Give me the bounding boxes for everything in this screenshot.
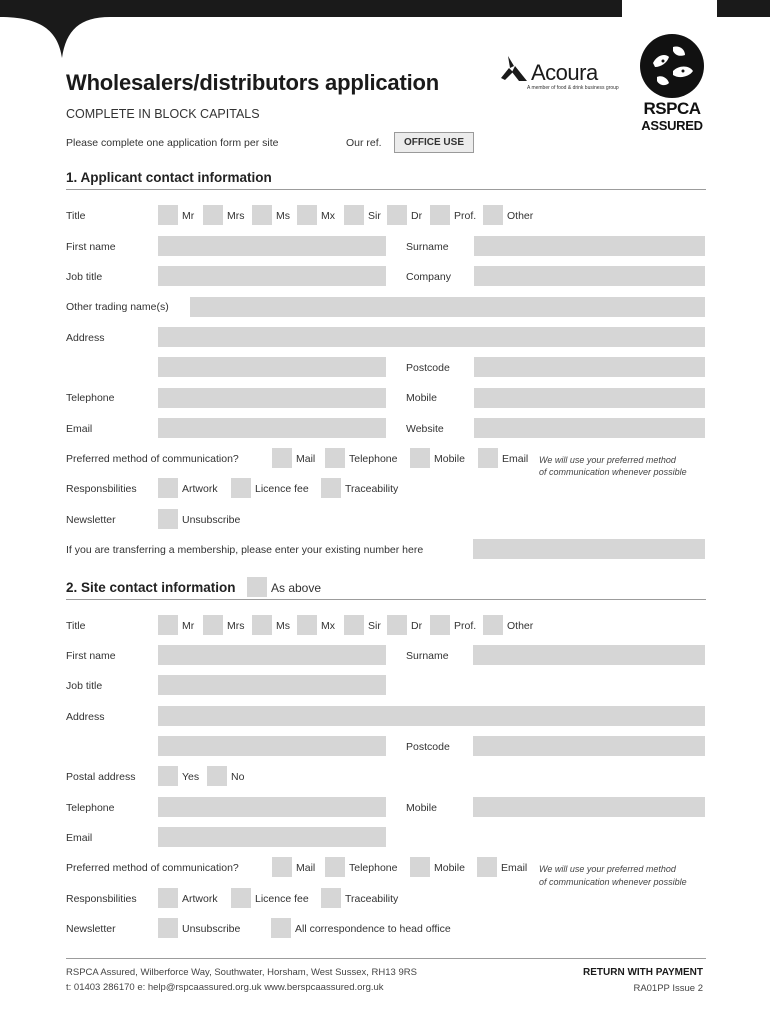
page-title: Wholesalers/distributors application <box>66 70 439 95</box>
s1-other-trading-label: Other trading name(s) <box>66 301 169 313</box>
s2-preferred-label: Preferred method of communication? <box>66 862 239 874</box>
s1-title-other-label: Other <box>507 210 534 222</box>
s2-title-other-label: Other <box>507 620 534 632</box>
s1-telephone-field[interactable] <box>158 388 386 408</box>
s2-pref-telephone-checkbox[interactable] <box>325 857 345 877</box>
s1-surname-field[interactable] <box>474 236 705 256</box>
s1-resp-artwork-label: Artwork <box>182 483 218 495</box>
s2-title-sir-checkbox[interactable] <box>344 615 364 635</box>
s1-email-label: Email <box>66 423 93 435</box>
s1-preferred-label: Preferred method of communication? <box>66 453 239 465</box>
s1-company-field[interactable] <box>474 266 705 286</box>
s1-transfer-label: If you are transferring a membership, please enter your existing number here <box>66 544 424 556</box>
s1-title-mrs-label: Mrs <box>227 210 245 222</box>
s1-resp-licence-checkbox[interactable] <box>231 478 251 498</box>
s1-title-mrs-checkbox[interactable] <box>203 205 223 225</box>
s1-newsletter-label: Newsletter <box>66 514 116 526</box>
s1-pref-telephone-label: Telephone <box>349 453 398 465</box>
s1-title-mx-label: Mx <box>321 210 335 222</box>
s2-preferred-note-2: of communication whenever possible <box>539 877 687 887</box>
s2-postal-yes-label: Yes <box>182 771 200 783</box>
s1-pref-mail-checkbox[interactable] <box>272 448 292 468</box>
s1-title-label: Title <box>66 210 86 222</box>
s1-preferred-note-2: of communication whenever possible <box>539 467 687 477</box>
s1-email-field[interactable] <box>158 418 386 438</box>
s1-title-mx-checkbox[interactable] <box>297 205 317 225</box>
s2-title-label: Title <box>66 620 86 632</box>
footer-rule <box>66 958 706 959</box>
s2-postal-no-label: No <box>231 771 245 783</box>
s1-pref-email-checkbox[interactable] <box>478 448 498 468</box>
s1-title-sir-label: Sir <box>368 210 381 222</box>
section2-heading: 2. Site contact information <box>66 580 236 595</box>
s2-title-ms-label: Ms <box>276 620 290 632</box>
s2-mobile-field[interactable] <box>473 797 705 817</box>
s2-telephone-field[interactable] <box>158 797 386 817</box>
s2-head-office-checkbox[interactable] <box>271 918 291 938</box>
s1-unsubscribe-checkbox[interactable] <box>158 509 178 529</box>
s2-address-field-1[interactable] <box>158 706 705 726</box>
instruction-text: Please complete one application form per site <box>66 137 279 149</box>
s1-first-name-field[interactable] <box>158 236 386 256</box>
s1-address-field-1[interactable] <box>158 327 705 347</box>
s2-postal-label: Postal address <box>66 771 136 783</box>
s2-title-mr-checkbox[interactable] <box>158 615 178 635</box>
s2-as-above-checkbox[interactable] <box>247 577 267 597</box>
s1-pref-mobile-label: Mobile <box>434 453 465 465</box>
s2-title-other-checkbox[interactable] <box>483 615 503 635</box>
s2-pref-mobile-checkbox[interactable] <box>410 857 430 877</box>
s2-surname-label: Surname <box>406 650 449 662</box>
s2-title-dr-label: Dr <box>411 620 423 632</box>
s2-resp-artwork-checkbox[interactable] <box>158 888 178 908</box>
s2-address-field-2[interactable] <box>158 736 386 756</box>
rspca-logo-assured: ASSURED <box>641 118 703 133</box>
s2-email-field[interactable] <box>158 827 386 847</box>
s2-telephone-label: Telephone <box>66 802 115 814</box>
s1-unsubscribe-label: Unsubscribe <box>182 514 241 526</box>
s1-title-ms-label: Ms <box>276 210 290 222</box>
s2-responsibilities-label: Responsbilities <box>66 893 137 905</box>
office-use-box: OFFICE USE <box>394 132 474 153</box>
s2-postal-no-checkbox[interactable] <box>207 766 227 786</box>
s1-title-mr-checkbox[interactable] <box>158 205 178 225</box>
s1-title-dr-label: Dr <box>411 210 423 222</box>
s2-head-office-label: All correspondence to head office <box>295 923 451 935</box>
s1-pref-mail-label: Mail <box>296 453 316 465</box>
return-with-payment: RETURN WITH PAYMENT <box>583 967 703 978</box>
s2-resp-artwork-label: Artwork <box>182 893 218 905</box>
s1-title-ms-checkbox[interactable] <box>252 205 272 225</box>
s2-title-mrs-label: Mrs <box>227 620 245 632</box>
section1-rule <box>66 189 706 190</box>
s1-pref-mobile-checkbox[interactable] <box>410 448 430 468</box>
our-ref-label: Our ref. <box>346 137 382 149</box>
s1-address-field-2[interactable] <box>158 357 386 377</box>
s2-first-name-field[interactable] <box>158 645 386 665</box>
s1-resp-traceability-checkbox[interactable] <box>321 478 341 498</box>
s2-pref-email-checkbox[interactable] <box>477 857 497 877</box>
s1-website-field[interactable] <box>474 418 705 438</box>
s2-resp-traceability-checkbox[interactable] <box>321 888 341 908</box>
block-capitals-note: COMPLETE IN BLOCK CAPITALS <box>66 107 260 121</box>
s2-title-mx-label: Mx <box>321 620 335 632</box>
s1-surname-label: Surname <box>406 241 449 253</box>
s2-pref-mobile-label: Mobile <box>434 862 465 874</box>
s2-pref-mail-label: Mail <box>296 862 316 874</box>
acoura-tagline: A member of food & drink business group <box>527 85 619 91</box>
s1-pref-email-label: Email <box>502 453 529 465</box>
s2-job-title-label: Job title <box>66 680 103 692</box>
s1-title-mr-label: Mr <box>182 210 195 222</box>
s2-email-label: Email <box>66 832 93 844</box>
s2-resp-traceability-label: Traceability <box>345 893 399 905</box>
acoura-logo-text: Acoura <box>531 60 598 85</box>
s1-preferred-note-1: We will use your preferred method <box>539 455 676 465</box>
s2-title-prof-label: Prof. <box>454 620 477 632</box>
s1-title-sir-checkbox[interactable] <box>344 205 364 225</box>
s2-postal-yes-checkbox[interactable] <box>158 766 178 786</box>
s1-title-other-checkbox[interactable] <box>483 205 503 225</box>
s1-resp-licence-label: Licence fee <box>255 483 309 495</box>
s1-title-dr-checkbox[interactable] <box>387 205 407 225</box>
s2-resp-licence-label: Licence fee <box>255 893 309 905</box>
s1-mobile-field[interactable] <box>474 388 705 408</box>
s2-newsletter-label: Newsletter <box>66 923 116 935</box>
s1-job-title-field[interactable] <box>158 266 386 286</box>
s2-postcode-field[interactable] <box>473 736 705 756</box>
s1-title-prof-checkbox[interactable] <box>430 205 450 225</box>
section2-rule <box>66 599 706 600</box>
s1-job-title-label: Job title <box>66 271 103 283</box>
s1-telephone-label: Telephone <box>66 392 115 404</box>
rspca-logo-text: RSPCA <box>643 99 701 118</box>
acoura-logo-icon <box>499 54 529 84</box>
s2-title-dr-checkbox[interactable] <box>387 615 407 635</box>
s2-postcode-label: Postcode <box>406 741 450 753</box>
s2-job-title-field[interactable] <box>158 675 386 695</box>
s2-title-mrs-checkbox[interactable] <box>203 615 223 635</box>
s2-title-ms-checkbox[interactable] <box>252 615 272 635</box>
s2-title-mr-label: Mr <box>182 620 195 632</box>
s1-postcode-label: Postcode <box>406 362 450 374</box>
s1-resp-artwork-checkbox[interactable] <box>158 478 178 498</box>
s1-address-label: Address <box>66 332 105 344</box>
s1-first-name-label: First name <box>66 241 116 253</box>
s1-company-label: Company <box>406 271 451 283</box>
rspca-logo-icon <box>639 33 705 99</box>
s2-first-name-label: First name <box>66 650 116 662</box>
s1-website-label: Website <box>406 423 444 435</box>
form-issue: RA01PP Issue 2 <box>633 983 703 994</box>
footer-contact: t: 01403 286170 e: help@rspcaassured.org.uk www.berspcaassured.org.uk <box>66 982 384 993</box>
s1-resp-traceability-label: Traceability <box>345 483 399 495</box>
s2-pref-mail-checkbox[interactable] <box>272 857 292 877</box>
section1-heading: 1. Applicant contact information <box>66 170 272 185</box>
s1-membership-number-field[interactable] <box>473 539 705 559</box>
s2-preferred-note-1: We will use your preferred method <box>539 864 676 874</box>
footer-address: RSPCA Assured, Wilberforce Way, Southwater, Horsham, West Sussex, RH13 9RS <box>66 967 417 978</box>
s1-other-trading-field[interactable] <box>190 297 705 317</box>
s2-title-sir-label: Sir <box>368 620 381 632</box>
s1-postcode-field[interactable] <box>474 357 705 377</box>
s2-mobile-label: Mobile <box>406 802 437 814</box>
s2-pref-telephone-label: Telephone <box>349 862 398 874</box>
s2-unsubscribe-label: Unsubscribe <box>182 923 241 935</box>
s1-mobile-label: Mobile <box>406 392 437 404</box>
s2-title-mx-checkbox[interactable] <box>297 615 317 635</box>
s2-unsubscribe-checkbox[interactable] <box>158 918 178 938</box>
s2-pref-email-label: Email <box>501 862 528 874</box>
s2-resp-licence-checkbox[interactable] <box>231 888 251 908</box>
s2-title-prof-checkbox[interactable] <box>430 615 450 635</box>
s1-pref-telephone-checkbox[interactable] <box>325 448 345 468</box>
s2-as-above-label: As above <box>271 581 322 595</box>
s2-address-label: Address <box>66 711 105 723</box>
s1-title-prof-label: Prof. <box>454 210 477 222</box>
s1-responsibilities-label: Responsbilities <box>66 483 137 495</box>
s2-surname-field[interactable] <box>473 645 705 665</box>
